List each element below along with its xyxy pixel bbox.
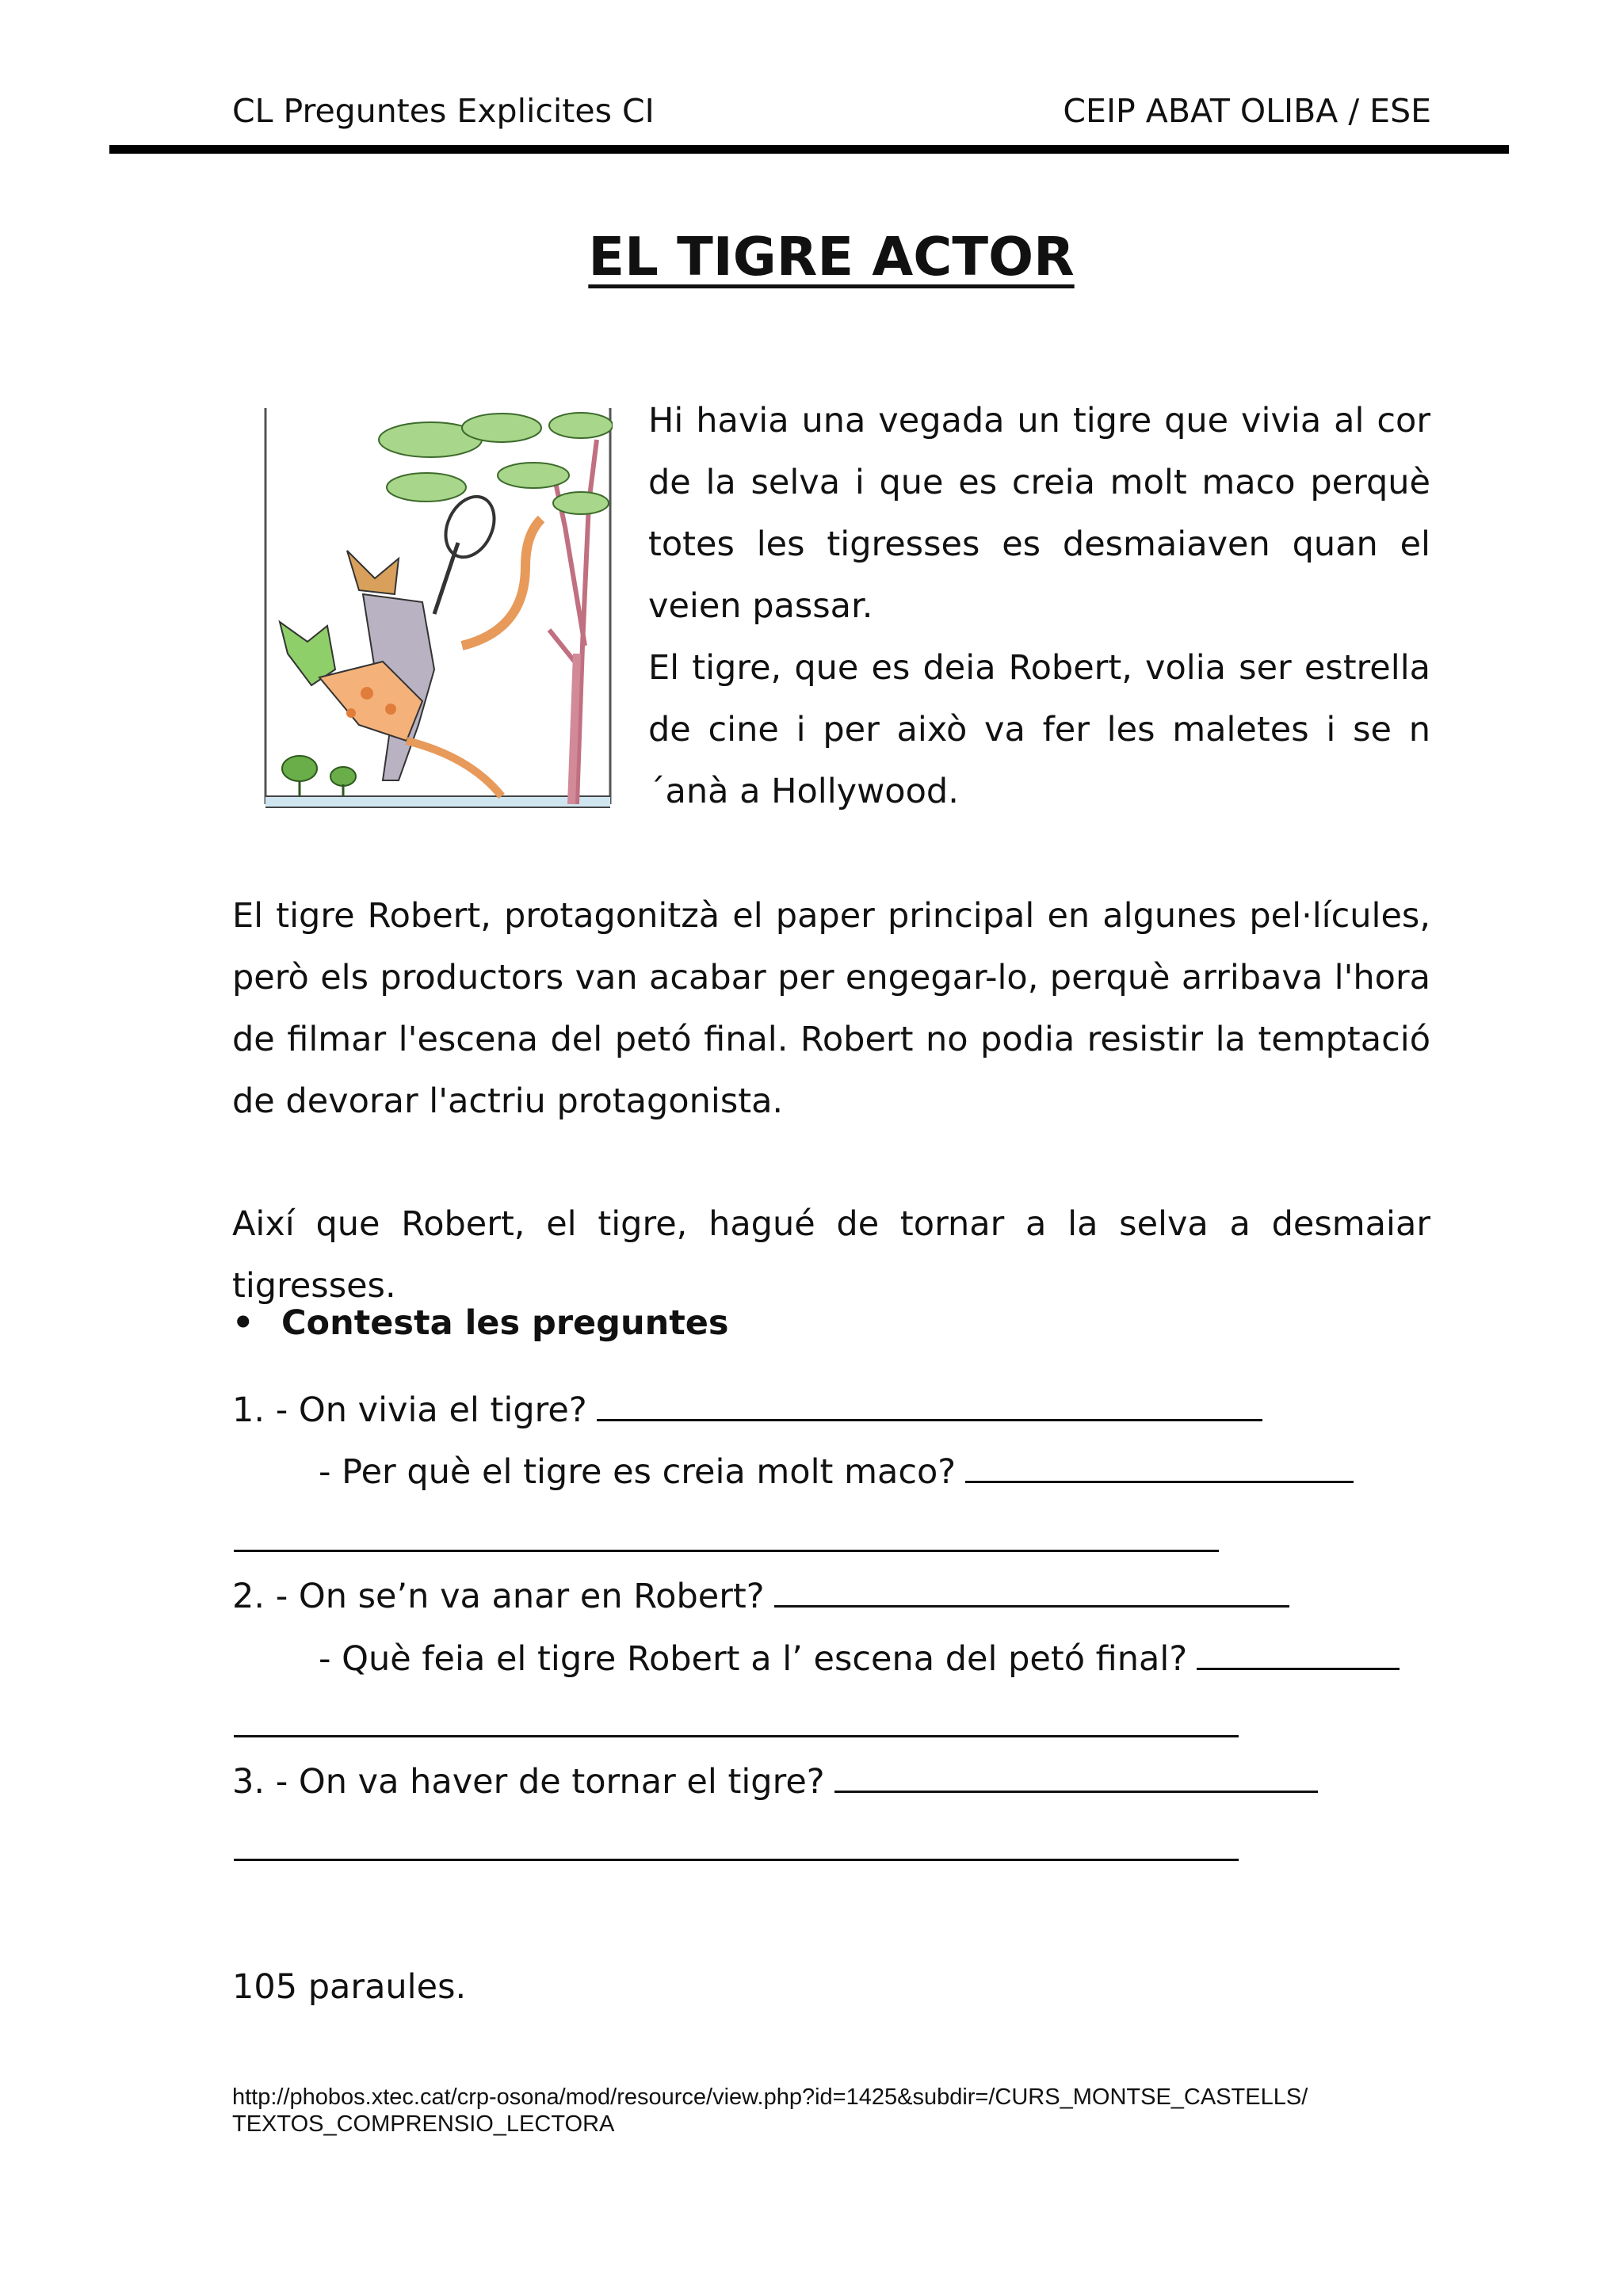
page-title-text: EL TIGRE ACTOR xyxy=(588,226,1075,288)
answer-line-2b[interactable] xyxy=(1197,1667,1400,1670)
answer-line-3b[interactable] xyxy=(234,1859,1239,1861)
question-2a xyxy=(232,1577,1289,1616)
word-count: 105 paraules. xyxy=(232,1967,467,2007)
question-1a-text: 1. - On vivia el tigre? xyxy=(232,1390,587,1430)
answer-line-1c[interactable] xyxy=(234,1550,1219,1552)
source-url-line-2: TEXTOS_COMPRENSIO_LECTORA xyxy=(232,2111,615,2137)
section-heading-label: Contesta les preguntes xyxy=(281,1303,729,1343)
question-1b xyxy=(319,1452,1354,1492)
question-1b-text: - Per què el tigre es creia molt maco? xyxy=(319,1452,957,1492)
page-title xyxy=(0,226,1623,288)
answer-line-3a[interactable] xyxy=(834,1790,1318,1793)
answer-line-2c[interactable] xyxy=(234,1735,1239,1737)
question-3a-text: 3. - On va haver de tornar el tigre? xyxy=(232,1762,825,1802)
bullet-icon: • xyxy=(232,1303,254,1343)
answer-line-1b[interactable] xyxy=(965,1480,1354,1483)
source-url-line-1: http://phobos.xtec.cat/crp-osona/mod/resource/view.php?id=1425&subdir=/CURS_MONTSE_CASTELLS/ xyxy=(232,2084,1308,2110)
answer-line-1a[interactable] xyxy=(597,1418,1262,1421)
question-2b xyxy=(319,1639,1400,1679)
paragraph-2: El tigre, que es deia Robert, volia ser estrella de cine i per això va fer les maletes i se n´anà a Hollywood. xyxy=(648,648,1430,811)
question-1a xyxy=(232,1390,1262,1430)
answer-line-2a[interactable] xyxy=(774,1604,1289,1608)
header-divider xyxy=(109,145,1509,154)
header-left-text: CL Preguntes Explicites CI xyxy=(232,92,655,130)
question-2b-text: - Què feia el tigre Robert a l’ escena del petó final? xyxy=(319,1639,1188,1679)
tiger-actor-illustration xyxy=(264,408,613,824)
paragraph-4: Així que Robert, el tigre, hagué de tornar a la selva a desmaiar tigresses. xyxy=(232,1204,1430,1306)
section-heading xyxy=(232,1303,729,1343)
paragraph-3: El tigre Robert, protagonitzà el paper principal en algunes pel·lícules, però els productors van acabar per engegar-lo, perquè arribava l'hora de filmar l'escena del petó final. Robert no podia resistir la temptació de devorar l'actriu protagonista. xyxy=(232,896,1430,1121)
question-2a-text: 2. - On se’n va anar en Robert? xyxy=(232,1577,765,1616)
question-3a xyxy=(232,1762,1318,1802)
paragraph-1: Hi havia una vegada un tigre que vivia al cor de la selva i que es creia molt maco perquè totes les tigresses es desmaiaven quan el veien passar. xyxy=(648,401,1430,626)
header-right-text: CEIP ABAT OLIBA / ESE xyxy=(1063,92,1431,130)
source-url[interactable] xyxy=(232,2084,1308,2138)
